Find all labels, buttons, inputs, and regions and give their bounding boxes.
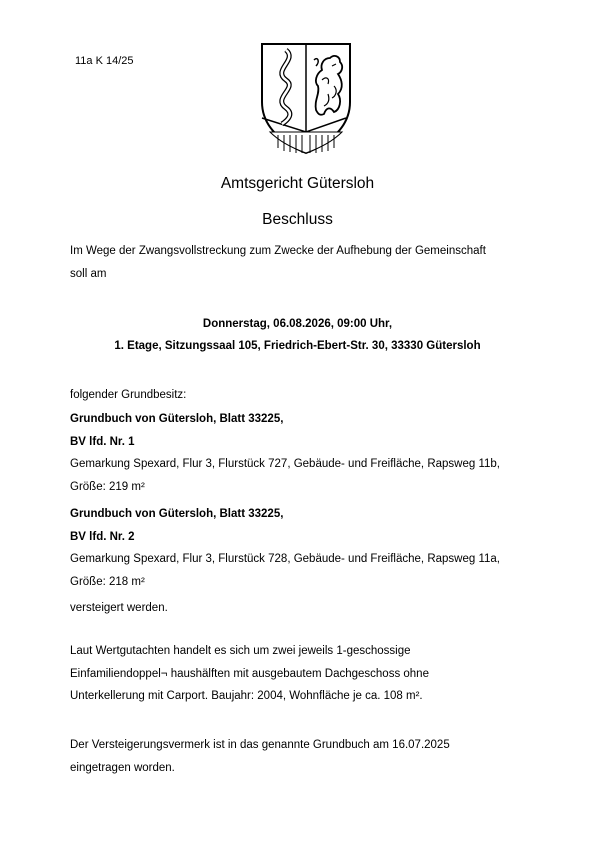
auction-statement: versteigert werden.	[70, 602, 168, 614]
appraisal-line: Einfamiliendoppel¬ haushälften mit ausgebautem Dachgeschoss ohne	[70, 667, 429, 680]
document-type-heading: Beschluss	[262, 211, 333, 228]
inventory-number: BV lfd. Nr. 1	[70, 435, 135, 448]
appraisal-paragraph	[70, 640, 429, 708]
property-intro: folgender Grundbesitz:	[70, 389, 187, 401]
registration-note	[70, 734, 450, 779]
inventory-number: BV lfd. Nr. 2	[70, 530, 135, 543]
intro-line: Im Wege der Zwangsvollstreckung zum Zwecke der Aufhebung der Gemeinschaft	[70, 245, 486, 257]
parcel-size: Größe: 219 m²	[70, 480, 145, 493]
aktenzeichen: 11a K 14/25	[75, 55, 134, 67]
appraisal-line: Unterkellerung mit Carport. Baujahr: 2004, Wohnfläche je ca. 108 m².	[70, 690, 423, 702]
appointment-date: Donnerstag, 06.08.2026, 09:00 Uhr,	[202, 318, 393, 330]
parcel-description: Gemarkung Spexard, Flur 3, Flurstück 727, Gebäude- und Freifläche, Rapsweg 11b,	[70, 458, 500, 470]
appointment-location: 1. Etage, Sitzungssaal 105, Friedrich-Ebert-Str. 30, 33330 Gütersloh	[114, 340, 481, 352]
coat-of-arms-icon	[258, 40, 354, 156]
land-register-reference: Grundbuch von Gütersloh, Blatt 33225,	[70, 413, 284, 425]
parcel-size: Größe: 218 m²	[70, 575, 145, 588]
parcel-description: Gemarkung Spexard, Flur 3, Flurstück 728, Gebäude- und Freifläche, Rapsweg 11a,	[70, 553, 500, 565]
property-entry	[70, 503, 500, 593]
intro-paragraph	[70, 240, 486, 285]
registration-line: eingetragen worden.	[70, 761, 175, 774]
appraisal-line: Laut Wertgutachten handelt es sich um zwei jeweils 1-geschossige	[70, 645, 411, 657]
land-register-reference: Grundbuch von Gütersloh, Blatt 33225,	[70, 508, 284, 520]
property-entry	[70, 408, 500, 498]
intro-line: soll am	[70, 267, 107, 280]
registration-line: Der Versteigerungsvermerk ist in das genannte Grundbuch am 16.07.2025	[70, 739, 450, 751]
court-name: Amtsgericht Gütersloh	[220, 175, 375, 192]
auction-appointment	[0, 313, 595, 357]
